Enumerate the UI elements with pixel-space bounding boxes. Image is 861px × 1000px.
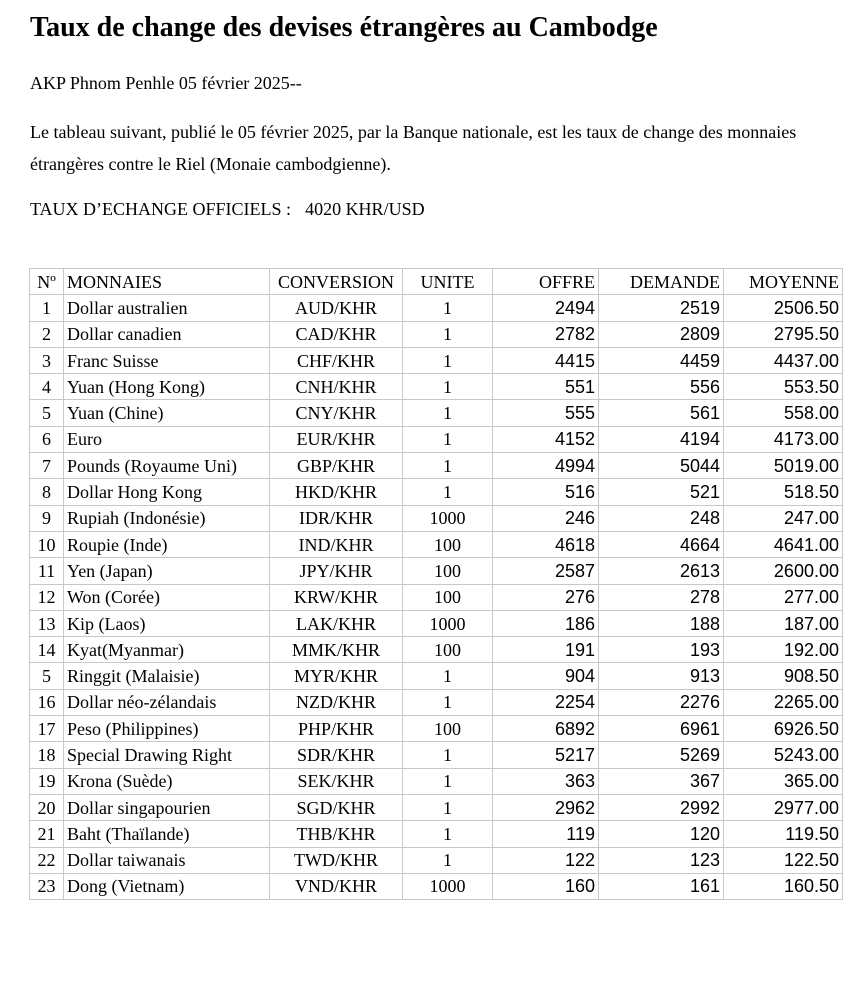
table-row — [30, 374, 843, 400]
demand-value: 4194 — [599, 426, 724, 452]
currency-name: Yuan (Hong Kong) — [64, 374, 270, 400]
currency-name: Dollar australien — [64, 295, 270, 321]
conversion-pair: IDR/KHR — [270, 505, 403, 531]
demand-value: 4664 — [599, 531, 724, 557]
demand-value: 2613 — [599, 558, 724, 584]
unit-value: 1 — [403, 347, 493, 373]
average-value: 4173.00 — [724, 426, 843, 452]
table-row — [30, 847, 843, 873]
unit-value: 1000 — [403, 505, 493, 531]
currency-name: Dong (Vietnam) — [64, 873, 270, 899]
currency-name: Special Drawing Right — [64, 742, 270, 768]
row-number: 21 — [30, 821, 64, 847]
conversion-pair: CNH/KHR — [270, 374, 403, 400]
header-no: Nº — [30, 269, 64, 295]
row-number: 20 — [30, 794, 64, 820]
table-row — [30, 689, 843, 715]
conversion-pair: SEK/KHR — [270, 768, 403, 794]
offer-value: 4994 — [493, 453, 599, 479]
currency-name: Franc Suisse — [64, 347, 270, 373]
currency-name: Roupie (Inde) — [64, 531, 270, 557]
average-value: 2506.50 — [724, 295, 843, 321]
offer-value: 5217 — [493, 742, 599, 768]
currency-name: Won (Corée) — [64, 584, 270, 610]
intro-paragraph: Le tableau suivant, publié le 05 février 2025, par la Banque nationale, est les taux de change des monnaies étrangères contre le Riel (Monaie cambodgienne). — [30, 122, 797, 174]
header-demand: DEMANDE — [599, 269, 724, 295]
average-value: 365.00 — [724, 768, 843, 794]
conversion-pair: VND/KHR — [270, 873, 403, 899]
demand-value: 2992 — [599, 794, 724, 820]
offer-value: 516 — [493, 479, 599, 505]
conversion-pair: AUD/KHR — [270, 295, 403, 321]
header-conversion: CONVERSION — [270, 269, 403, 295]
row-number: 18 — [30, 742, 64, 768]
conversion-pair: HKD/KHR — [270, 479, 403, 505]
currency-name: Kip (Laos) — [64, 610, 270, 636]
row-number: 12 — [30, 584, 64, 610]
demand-value: 123 — [599, 847, 724, 873]
offer-value: 191 — [493, 637, 599, 663]
currency-name: Dollar singapourien — [64, 794, 270, 820]
offer-value: 4415 — [493, 347, 599, 373]
average-value: 2600.00 — [724, 558, 843, 584]
table-row — [30, 347, 843, 373]
offer-value: 551 — [493, 374, 599, 400]
table-header-row — [30, 269, 843, 295]
average-value: 553.50 — [724, 374, 843, 400]
row-number: 5 — [30, 400, 64, 426]
table-row — [30, 794, 843, 820]
table-row — [30, 663, 843, 689]
official-rate-line — [30, 196, 425, 222]
page-title: Taux de change des devises étrangères au Cambodge — [30, 12, 658, 43]
row-number: 13 — [30, 610, 64, 636]
table-row — [30, 505, 843, 531]
offer-value: 2587 — [493, 558, 599, 584]
table-row — [30, 400, 843, 426]
currency-name: Rupiah (Indonésie) — [64, 505, 270, 531]
currency-name: Krona (Suède) — [64, 768, 270, 794]
conversion-pair: LAK/KHR — [270, 610, 403, 636]
offer-value: 2254 — [493, 689, 599, 715]
table-row — [30, 426, 843, 452]
table-row — [30, 295, 843, 321]
currency-name: Dollar taiwanais — [64, 847, 270, 873]
demand-value: 521 — [599, 479, 724, 505]
unit-value: 1 — [403, 400, 493, 426]
table-body — [30, 295, 843, 900]
average-value: 6926.50 — [724, 716, 843, 742]
unit-value: 1 — [403, 453, 493, 479]
row-number: 17 — [30, 716, 64, 742]
conversion-pair: CAD/KHR — [270, 321, 403, 347]
table-row — [30, 479, 843, 505]
offer-value: 186 — [493, 610, 599, 636]
conversion-pair: SGD/KHR — [270, 794, 403, 820]
unit-value: 100 — [403, 531, 493, 557]
offer-value: 2782 — [493, 321, 599, 347]
table-row — [30, 321, 843, 347]
average-value: 187.00 — [724, 610, 843, 636]
row-number: 14 — [30, 637, 64, 663]
demand-value: 161 — [599, 873, 724, 899]
conversion-pair: EUR/KHR — [270, 426, 403, 452]
unit-value: 100 — [403, 716, 493, 742]
row-number: 22 — [30, 847, 64, 873]
average-value: 518.50 — [724, 479, 843, 505]
currency-name: Baht (Thaïlande) — [64, 821, 270, 847]
offer-value: 904 — [493, 663, 599, 689]
header-name: MONNAIES — [64, 269, 270, 295]
unit-value: 1 — [403, 321, 493, 347]
row-number: 6 — [30, 426, 64, 452]
average-value: 192.00 — [724, 637, 843, 663]
conversion-pair: MMK/KHR — [270, 637, 403, 663]
demand-value: 561 — [599, 400, 724, 426]
official-rate-label: TAUX D’ECHANGE OFFICIELS : — [30, 199, 292, 219]
table-row — [30, 637, 843, 663]
demand-value: 120 — [599, 821, 724, 847]
row-number: 10 — [30, 531, 64, 557]
offer-value: 2962 — [493, 794, 599, 820]
row-number: 23 — [30, 873, 64, 899]
row-number: 2 — [30, 321, 64, 347]
offer-value: 363 — [493, 768, 599, 794]
offer-value: 6892 — [493, 716, 599, 742]
demand-value: 193 — [599, 637, 724, 663]
average-value: 247.00 — [724, 505, 843, 531]
average-value: 160.50 — [724, 873, 843, 899]
row-number: 3 — [30, 347, 64, 373]
offer-value: 246 — [493, 505, 599, 531]
unit-value: 100 — [403, 584, 493, 610]
unit-value: 1 — [403, 794, 493, 820]
unit-value: 1000 — [403, 610, 493, 636]
unit-value: 1 — [403, 295, 493, 321]
average-value: 2795.50 — [724, 321, 843, 347]
offer-value: 276 — [493, 584, 599, 610]
unit-value: 1000 — [403, 873, 493, 899]
demand-value: 2809 — [599, 321, 724, 347]
offer-value: 2494 — [493, 295, 599, 321]
dateline: AKP Phnom Penhle 05 février 2025-- — [30, 73, 302, 93]
header-offer: OFFRE — [493, 269, 599, 295]
demand-value: 188 — [599, 610, 724, 636]
row-number: 1 — [30, 295, 64, 321]
unit-value: 1 — [403, 479, 493, 505]
unit-value: 100 — [403, 558, 493, 584]
conversion-pair: NZD/KHR — [270, 689, 403, 715]
currency-name: Yen (Japan) — [64, 558, 270, 584]
unit-value: 1 — [403, 663, 493, 689]
demand-value: 248 — [599, 505, 724, 531]
conversion-pair: JPY/KHR — [270, 558, 403, 584]
conversion-pair: CHF/KHR — [270, 347, 403, 373]
row-number: 4 — [30, 374, 64, 400]
official-rate-value: 4020 KHR/USD — [305, 199, 425, 219]
currency-name: Dollar néo-zélandais — [64, 689, 270, 715]
currency-name: Yuan (Chine) — [64, 400, 270, 426]
currency-name: Euro — [64, 426, 270, 452]
average-value: 5019.00 — [724, 453, 843, 479]
demand-value: 278 — [599, 584, 724, 610]
table-row — [30, 558, 843, 584]
table-row — [30, 821, 843, 847]
currency-name: Ringgit (Malaisie) — [64, 663, 270, 689]
currency-name: Dollar canadien — [64, 321, 270, 347]
header-unit: UNITE — [403, 269, 493, 295]
table-row — [30, 584, 843, 610]
currency-name: Dollar Hong Kong — [64, 479, 270, 505]
row-number: 5 — [30, 663, 64, 689]
offer-value: 119 — [493, 821, 599, 847]
average-value: 4437.00 — [724, 347, 843, 373]
demand-value: 2519 — [599, 295, 724, 321]
unit-value: 1 — [403, 374, 493, 400]
conversion-pair: TWD/KHR — [270, 847, 403, 873]
conversion-pair: KRW/KHR — [270, 584, 403, 610]
row-number: 8 — [30, 479, 64, 505]
conversion-pair: CNY/KHR — [270, 400, 403, 426]
offer-value: 4618 — [493, 531, 599, 557]
offer-value: 555 — [493, 400, 599, 426]
conversion-pair: GBP/KHR — [270, 453, 403, 479]
unit-value: 1 — [403, 847, 493, 873]
demand-value: 4459 — [599, 347, 724, 373]
table-row — [30, 768, 843, 794]
table-row — [30, 742, 843, 768]
average-value: 277.00 — [724, 584, 843, 610]
demand-value: 2276 — [599, 689, 724, 715]
table-row — [30, 453, 843, 479]
exchange-rate-table — [29, 268, 843, 900]
demand-value: 6961 — [599, 716, 724, 742]
demand-value: 367 — [599, 768, 724, 794]
table-row — [30, 531, 843, 557]
row-number: 9 — [30, 505, 64, 531]
offer-value: 122 — [493, 847, 599, 873]
unit-value: 1 — [403, 742, 493, 768]
row-number: 7 — [30, 453, 64, 479]
table-row — [30, 716, 843, 742]
table-row — [30, 873, 843, 899]
header-average: MOYENNE — [724, 269, 843, 295]
table-row — [30, 610, 843, 636]
average-value: 2977.00 — [724, 794, 843, 820]
conversion-pair: PHP/KHR — [270, 716, 403, 742]
unit-value: 1 — [403, 689, 493, 715]
currency-name: Kyat(Myanmar) — [64, 637, 270, 663]
demand-value: 556 — [599, 374, 724, 400]
conversion-pair: SDR/KHR — [270, 742, 403, 768]
demand-value: 913 — [599, 663, 724, 689]
average-value: 122.50 — [724, 847, 843, 873]
unit-value: 1 — [403, 768, 493, 794]
row-number: 19 — [30, 768, 64, 794]
currency-name: Peso (Philippines) — [64, 716, 270, 742]
average-value: 5243.00 — [724, 742, 843, 768]
conversion-pair: IND/KHR — [270, 531, 403, 557]
unit-value: 1 — [403, 821, 493, 847]
demand-value: 5044 — [599, 453, 724, 479]
average-value: 908.50 — [724, 663, 843, 689]
unit-value: 100 — [403, 637, 493, 663]
conversion-pair: MYR/KHR — [270, 663, 403, 689]
unit-value: 1 — [403, 426, 493, 452]
demand-value: 5269 — [599, 742, 724, 768]
row-number: 16 — [30, 689, 64, 715]
offer-value: 160 — [493, 873, 599, 899]
average-value: 119.50 — [724, 821, 843, 847]
offer-value: 4152 — [493, 426, 599, 452]
average-value: 2265.00 — [724, 689, 843, 715]
row-number: 11 — [30, 558, 64, 584]
currency-name: Pounds (Royaume Uni) — [64, 453, 270, 479]
average-value: 558.00 — [724, 400, 843, 426]
conversion-pair: THB/KHR — [270, 821, 403, 847]
average-value: 4641.00 — [724, 531, 843, 557]
